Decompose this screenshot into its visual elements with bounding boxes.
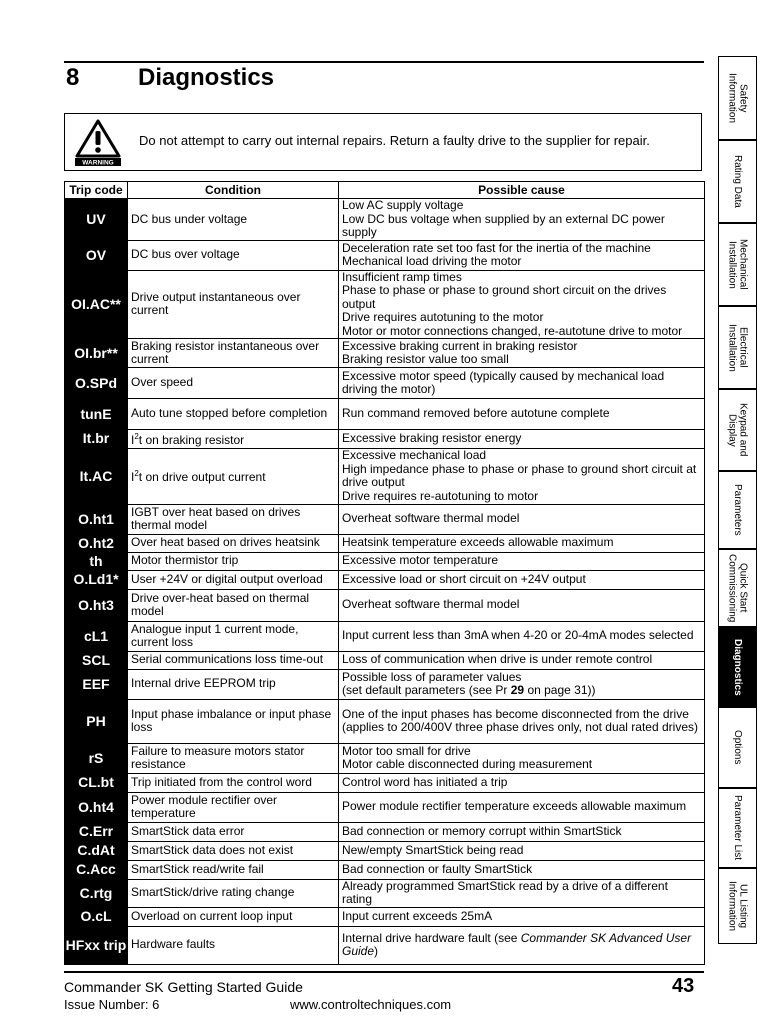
chapter-tab[interactable] xyxy=(718,471,757,549)
chapter-tab[interactable] xyxy=(718,306,757,389)
table-row xyxy=(65,534,705,552)
cause-line: Drive requires re-autotuning to motor xyxy=(342,488,539,503)
chapter-tab[interactable] xyxy=(718,56,757,140)
table-row xyxy=(65,907,705,926)
trip-code-cell: O.SPd xyxy=(65,368,128,399)
trip-code-cell: rS xyxy=(65,743,128,773)
condition-cell: Internal drive EEPROM trip xyxy=(128,669,339,699)
footer-url[interactable]: www.controltechniques.com xyxy=(290,997,452,1012)
cause-line: Loss of communication when drive is under remote control xyxy=(342,652,653,667)
chapter-tab[interactable] xyxy=(718,707,757,788)
condition-cell: Overload on current loop input xyxy=(128,907,339,926)
condition-cell: Drive output instantaneous over current xyxy=(128,270,339,339)
table-row xyxy=(65,448,705,504)
cause-line: Excessive braking resistor energy xyxy=(342,431,522,445)
warning-text: Do not attempt to carry out internal repairs. Return a faulty drive to the supplier for repair. xyxy=(139,133,650,148)
chapter-tab[interactable] xyxy=(718,868,757,944)
page-number: 43 xyxy=(672,975,695,997)
trip-code-cell: C.rtg xyxy=(65,879,128,907)
chapter-tab-label: Rating Data xyxy=(732,155,743,208)
cause-line: Excessive braking current in braking resistor xyxy=(342,338,578,353)
possible-cause-cell xyxy=(339,399,705,430)
table-row xyxy=(65,552,705,570)
trip-code-cell: OI.br** xyxy=(65,339,128,368)
trip-code-cell: It.AC xyxy=(65,448,128,504)
chapter-tab-label: Quick Start Commissioning xyxy=(726,553,749,623)
cause-line: New/empty SmartStick being read xyxy=(342,842,524,857)
trip-code-cell: tunE xyxy=(65,399,128,430)
possible-cause-cell xyxy=(339,926,705,964)
cause-line: Run command removed before autotune complete xyxy=(342,406,610,421)
table-row xyxy=(65,773,705,792)
cause-line: Already programmed SmartStick read by a drive of a different rating xyxy=(342,878,668,906)
table-row xyxy=(65,240,705,270)
table-row xyxy=(65,368,705,399)
cause-line: Internal drive hardware fault (see Commander SK Advanced User Guide) xyxy=(342,930,692,958)
cause-line: Motor cable disconnected during measurement xyxy=(342,757,593,771)
condition-cell: Auto tune stopped before completion xyxy=(128,399,339,430)
possible-cause-cell xyxy=(339,907,705,926)
possible-cause-cell xyxy=(339,339,705,368)
possible-cause-cell xyxy=(339,430,705,449)
footer-guide-title: Commander SK Getting Started Guide xyxy=(64,979,303,995)
possible-cause-cell xyxy=(339,621,705,651)
cause-line: Insufficient ramp times xyxy=(342,269,462,284)
trip-code-cell: It.br xyxy=(65,430,128,449)
condition-cell: Power module rectifier over temperature xyxy=(128,792,339,822)
trip-code-cell: C.Acc xyxy=(65,860,128,879)
table-row xyxy=(65,430,705,449)
condition-cell: Hardware faults xyxy=(128,926,339,964)
condition-cell: DC bus over voltage xyxy=(128,240,339,270)
cause-line: Deceleration rate set too fast for the inertia of the machine xyxy=(342,240,651,255)
table-row xyxy=(65,879,705,907)
possible-cause-cell xyxy=(339,240,705,270)
table-row xyxy=(65,199,705,241)
possible-cause-cell xyxy=(339,879,705,907)
trip-code-cell: OV xyxy=(65,240,128,270)
condition-cell: DC bus under voltage xyxy=(128,199,339,241)
condition-cell: Over heat based on drives heatsink xyxy=(128,534,339,552)
cause-line: Bad connection or faulty SmartStick xyxy=(342,861,533,876)
condition-cell: Drive over-heat based on thermal model xyxy=(128,589,339,621)
possible-cause-cell xyxy=(339,669,705,699)
table-row xyxy=(65,926,705,964)
condition-cell: $I^2t$ on drive output current xyxy=(128,448,339,504)
trip-code-cell: C.Err xyxy=(65,822,128,841)
chapter-tab-label: Options xyxy=(732,730,743,765)
header-possible-cause: Possible cause xyxy=(339,182,705,199)
chapter-tab-label: Safety Information xyxy=(726,72,749,124)
cause-line: Motor or motor connections changed, re-autotune drive to motor xyxy=(342,323,683,338)
trip-code-cell: HFxx trip xyxy=(65,926,128,964)
cause-line: Input current less than 3mA when 4-20 or 20-4mA modes selected xyxy=(342,628,694,643)
trip-code-cell: O.ht3 xyxy=(65,589,128,621)
trip-code-cell: cL1 xyxy=(65,621,128,651)
cause-line: Possible loss of parameter values xyxy=(342,669,522,684)
cause-line: Heatsink temperature exceeds allowable maximum xyxy=(342,535,614,550)
chapter-tab-label: UL Listing Information xyxy=(726,880,749,932)
cause-line: Overheat software thermal model xyxy=(342,511,520,526)
header-condition: Condition xyxy=(128,182,339,199)
trip-code-cell: O.Ld1* xyxy=(65,570,128,589)
chapter-tab[interactable] xyxy=(718,549,757,627)
condition-cell: Serial communications loss time-out xyxy=(128,651,339,669)
warning-icon-label: WARNING xyxy=(82,159,114,166)
chapter-tab-label: Keypad and Display xyxy=(726,403,749,457)
possible-cause-cell xyxy=(339,504,705,534)
chapter-tab-label: Parameters xyxy=(732,484,743,536)
condition-cell: Braking resistor instantaneous over current xyxy=(128,339,339,368)
table-row xyxy=(65,743,705,773)
chapter-tab-label: Diagnostics xyxy=(732,638,743,696)
chapter-number: 8 xyxy=(66,64,80,91)
chapter-tab[interactable] xyxy=(718,627,757,707)
warning-triangle-icon xyxy=(73,118,123,166)
trip-code-cell: O.ht1 xyxy=(65,504,128,534)
top-rule xyxy=(64,61,704,63)
possible-cause-cell xyxy=(339,699,705,743)
possible-cause-cell xyxy=(339,199,705,241)
chapter-tabs-sidebar xyxy=(718,56,757,944)
possible-cause-cell xyxy=(339,552,705,570)
condition-cell: IGBT over heat based on drives thermal model xyxy=(128,504,339,534)
condition-cell: User +24V or digital output overload xyxy=(128,570,339,589)
possible-cause-cell xyxy=(339,270,705,339)
chapter-title: Diagnostics xyxy=(138,64,275,91)
trip-code-cell: OI.AC** xyxy=(65,270,128,339)
trip-code-cell: O.ht2 xyxy=(65,534,128,552)
trip-code-cell: CL.bt xyxy=(65,773,128,792)
cause-line: Input current exceeds 25mA xyxy=(342,908,493,923)
cause-line: Excessive load or short circuit on +24V output xyxy=(342,571,586,586)
trip-code-cell: O.cL xyxy=(65,907,128,926)
table-row xyxy=(65,699,705,743)
table-row xyxy=(65,270,705,339)
footer-rule xyxy=(64,971,704,973)
table-row xyxy=(65,621,705,651)
table-row xyxy=(65,339,705,368)
table-header-row xyxy=(65,182,705,199)
table-row xyxy=(65,651,705,669)
possible-cause-cell xyxy=(339,841,705,860)
table-row xyxy=(65,822,705,841)
condition-cell: SmartStick read/write fail xyxy=(128,860,339,879)
condition-cell: Over speed xyxy=(128,368,339,399)
chapter-tab[interactable] xyxy=(718,223,757,306)
cause-line: Mechanical load driving the motor xyxy=(342,254,522,268)
cause-line: Bad connection or memory corrupt within SmartStick xyxy=(342,823,622,838)
chapter-tab-label: Electrical Installation xyxy=(726,323,749,372)
table-row xyxy=(65,504,705,534)
cause-line: Excessive motor temperature xyxy=(342,553,499,568)
chapter-tab-label: Mechanical Installation xyxy=(726,239,749,290)
cause-line: Excessive mechanical load xyxy=(342,448,487,462)
trip-code-cell: th xyxy=(65,552,128,570)
possible-cause-cell xyxy=(339,860,705,879)
chapter-tab[interactable] xyxy=(718,389,757,471)
cause-line: (set default parameters (see Pr 29 on page 31)) xyxy=(342,683,596,697)
warning-box xyxy=(64,113,702,171)
cause-line: One of the input phases has become disconnected from the drive (applies to 200/400V three phase drives only, not dual rated drives) xyxy=(342,706,698,734)
possible-cause-cell xyxy=(339,743,705,773)
diagnostics-table xyxy=(64,181,705,965)
cause-line: Excessive motor speed (typically caused by mechanical load driving the motor) xyxy=(342,368,665,396)
cause-line: Motor too small for drive xyxy=(342,743,471,758)
condition-cell: Motor thermistor trip xyxy=(128,552,339,570)
trip-code-cell: O.ht4 xyxy=(65,792,128,822)
cause-line: Phase to phase or phase to ground short circuit on the drives output xyxy=(342,283,667,311)
cause-line: Low AC supply voltage xyxy=(342,198,464,212)
table-row xyxy=(65,669,705,699)
chapter-tab[interactable] xyxy=(718,140,757,223)
condition-cell: $I^2t$ on braking resistor xyxy=(128,430,339,449)
table-row xyxy=(65,792,705,822)
trip-code-cell: EEF xyxy=(65,669,128,699)
condition-cell: SmartStick data error xyxy=(128,822,339,841)
possible-cause-cell xyxy=(339,534,705,552)
possible-cause-cell xyxy=(339,448,705,504)
possible-cause-cell xyxy=(339,822,705,841)
condition-cell: Trip initiated from the control word xyxy=(128,773,339,792)
cause-line: Braking resistor value too small xyxy=(342,352,509,366)
possible-cause-cell xyxy=(339,651,705,669)
cause-line: High impedance phase to phase or phase to ground short circuit at drive output xyxy=(342,461,697,489)
condition-cell: Failure to measure motors stator resistance xyxy=(128,743,339,773)
trip-code-cell: C.dAt xyxy=(65,841,128,860)
cause-line: Control word has initiated a trip xyxy=(342,774,508,789)
possible-cause-cell xyxy=(339,570,705,589)
possible-cause-cell xyxy=(339,368,705,399)
table-row xyxy=(65,399,705,430)
table-row xyxy=(65,841,705,860)
footer-issue-number: Issue Number: 6 xyxy=(64,997,160,1012)
possible-cause-cell xyxy=(339,773,705,792)
condition-cell: Input phase imbalance or input phase loss xyxy=(128,699,339,743)
possible-cause-cell xyxy=(339,792,705,822)
trip-code-cell: UV xyxy=(65,199,128,241)
trip-code-cell: PH xyxy=(65,699,128,743)
possible-cause-cell xyxy=(339,589,705,621)
cause-line: Overheat software thermal model xyxy=(342,597,520,612)
table-row xyxy=(65,570,705,589)
cause-line: Drive requires autotuning to the motor xyxy=(342,310,544,324)
chapter-tab[interactable] xyxy=(718,788,757,868)
table-row xyxy=(65,589,705,621)
cause-line: Power module rectifier temperature exceeds allowable maximum xyxy=(342,799,687,814)
chapter-tab-label: Parameter List xyxy=(732,795,743,861)
condition-cell: SmartStick data does not exist xyxy=(128,841,339,860)
cause-line: Low DC bus voltage when supplied by an external DC power supply xyxy=(342,211,665,239)
table-row xyxy=(65,860,705,879)
header-trip-code: Trip code xyxy=(65,182,128,199)
condition-cell: SmartStick/drive rating change xyxy=(128,879,339,907)
trip-code-cell: SCL xyxy=(65,651,128,669)
condition-cell: Analogue input 1 current mode, current loss xyxy=(128,621,339,651)
